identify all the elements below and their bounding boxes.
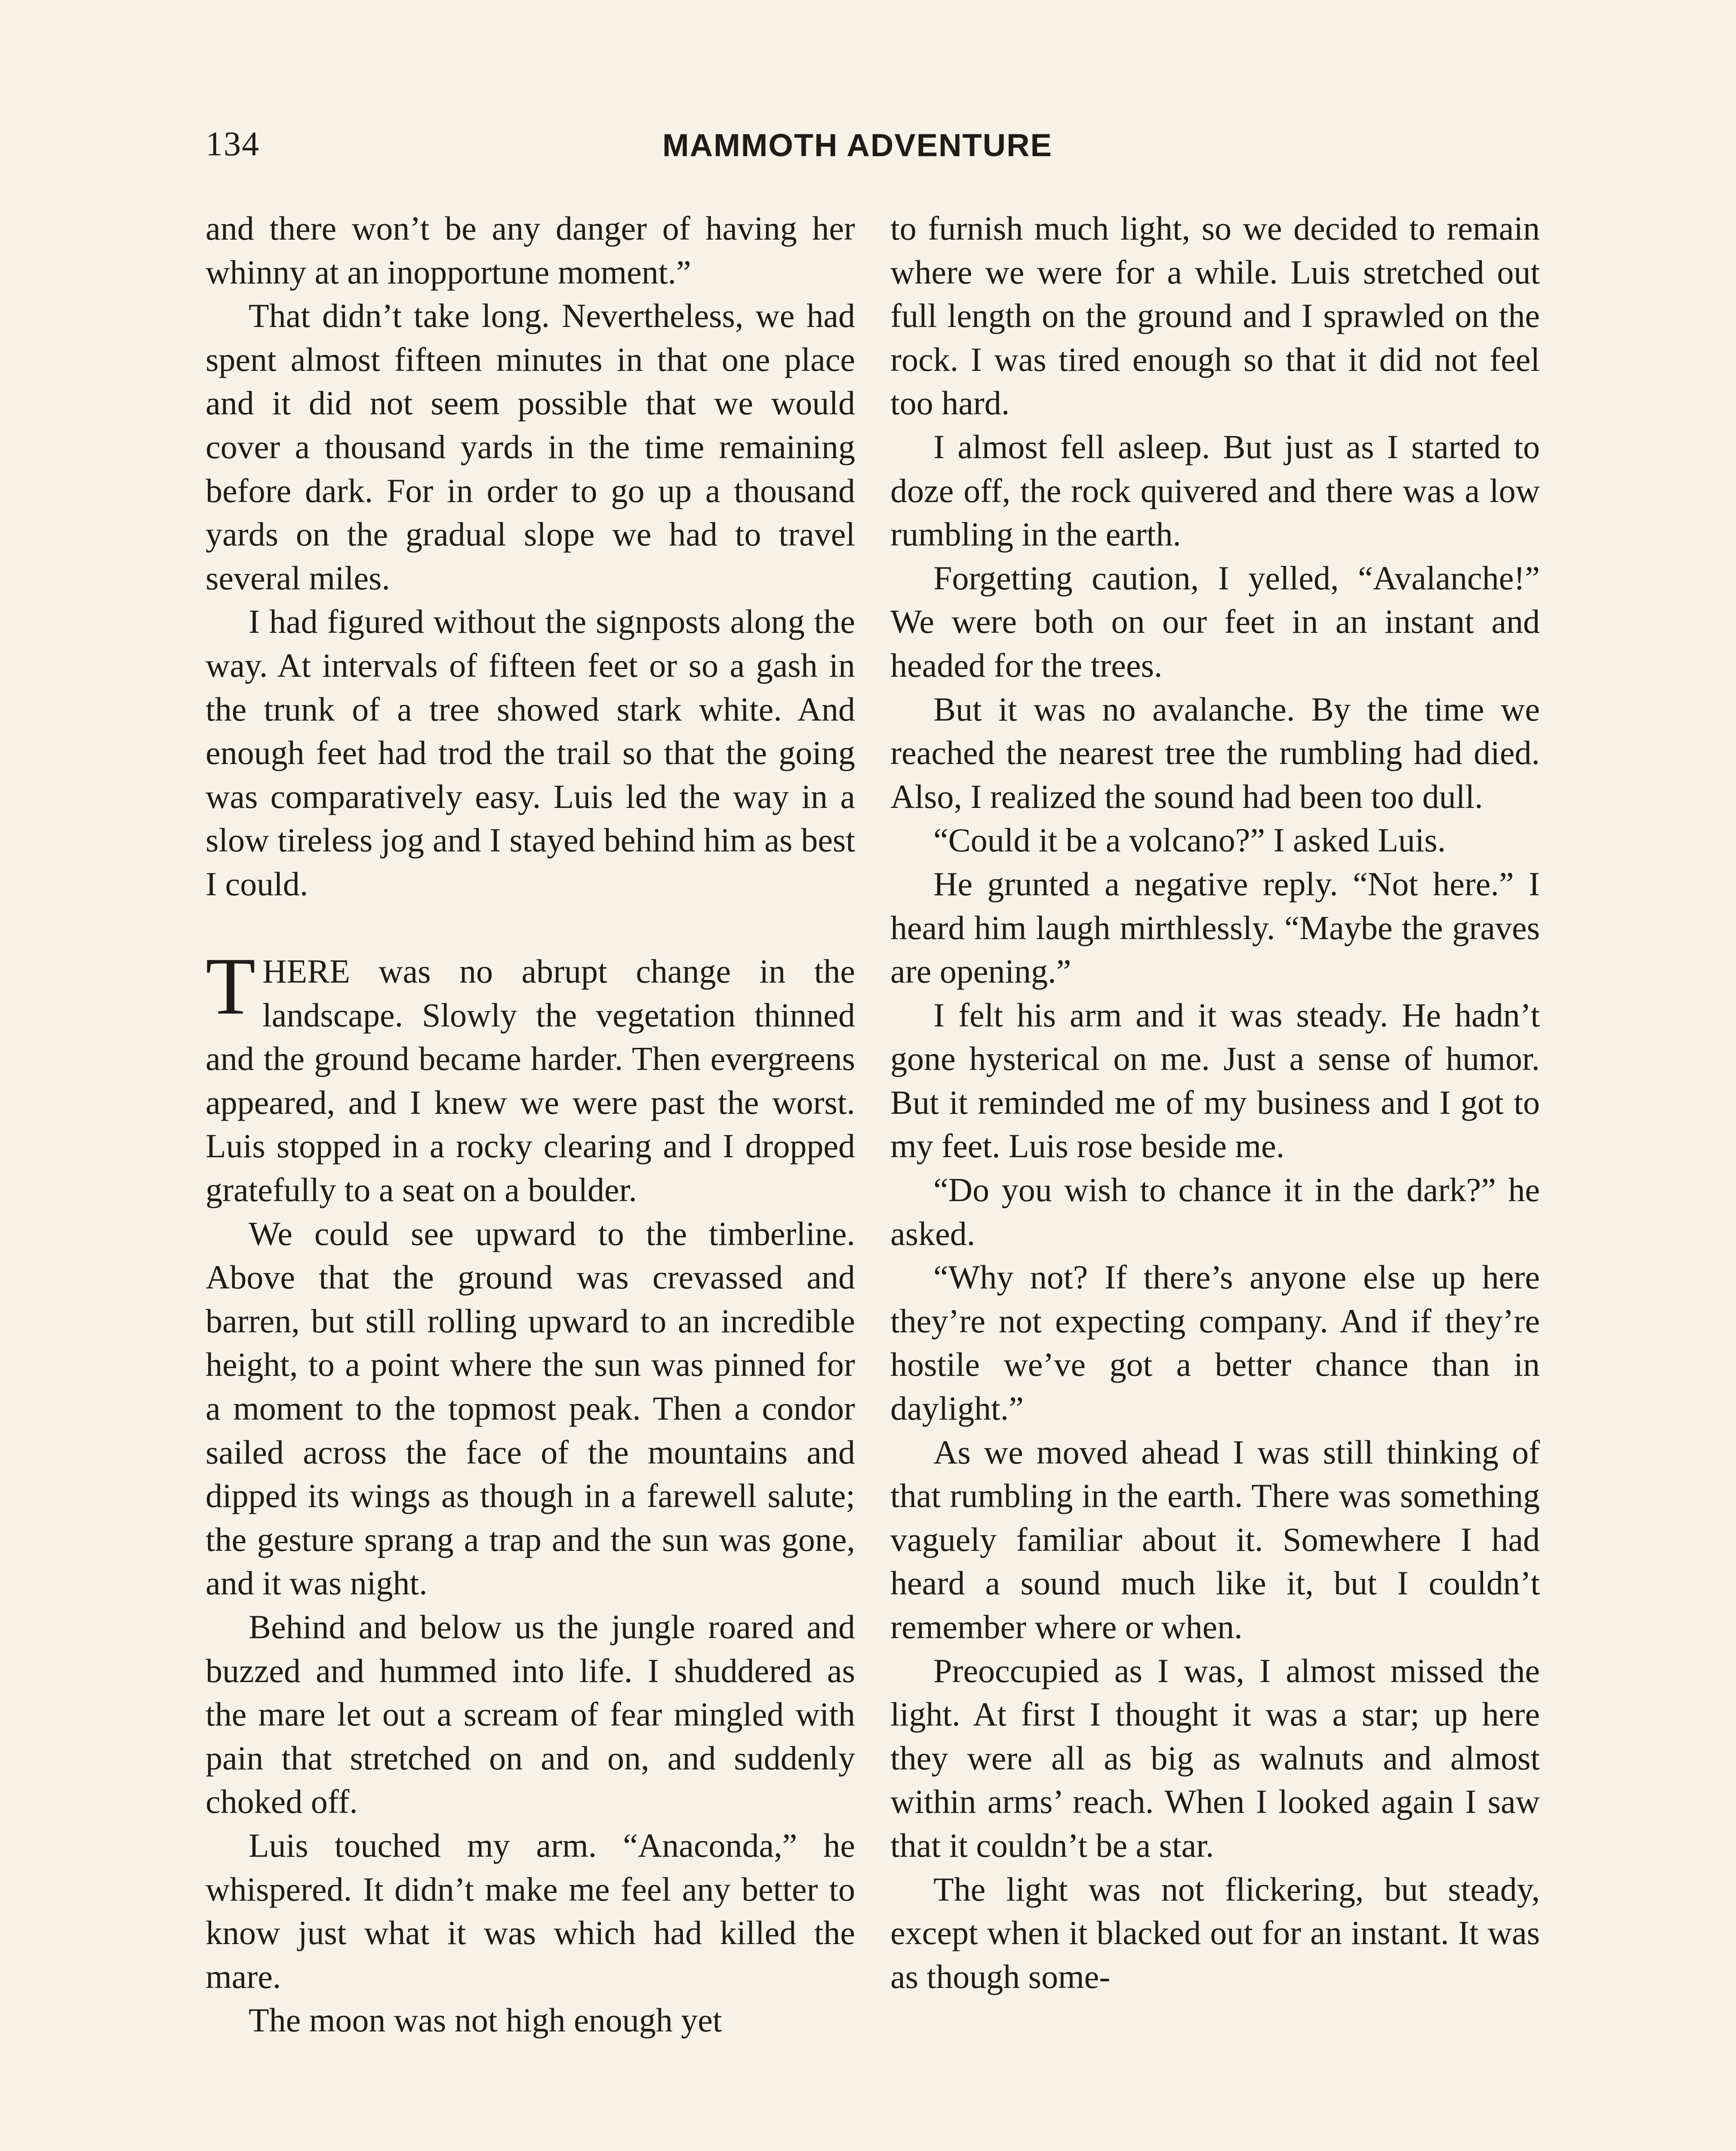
paragraph: That didn’t take long. Nevertheless, we had spent almost fifteen minutes in that one place and it did not seem possible that we would cover a thousand yards in the time remaining before dark. For in order to go up a thousand yards on the gradual slope we had to travel several miles. — [206, 297, 855, 597]
paragraph: Forgetting caution, I yelled, “Avalanche!” We were both on our feet in an instant and headed for the trees. — [890, 559, 1540, 684]
paragraph: “Do you wish to chance it in the dark?” he asked. — [890, 1171, 1540, 1252]
drop-cap: T — [206, 941, 256, 1032]
paragraph: I almost fell asleep. But just as I started to doze off, the rock quivered and there was a low rumbling in the earth. — [890, 428, 1540, 553]
paragraph: to furnish much light, so we decided to remain where we were for a while. Luis stretched out full length on the ground and I sprawled on the rock. I was tired enough so that it did not feel too hard. — [890, 210, 1540, 422]
paragraph: and there won’t be any danger of having her whinny at an inopportune moment.” — [206, 210, 855, 291]
paragraph: But it was no avalanche. By the time we reached the nearest tree the rumbling had died. Also, I realized the sound had been too dull. — [890, 690, 1540, 815]
paragraph: “Could it be a volcano?” I asked Luis. — [933, 821, 1446, 859]
paragraph: I had figured without the signposts along the way. At intervals of fifteen feet or so a gash in the trunk of a tree showed stark white. And enough feet had trod the trail so that the going was comparatively easy. Luis led the way in a slow tireless jog and I stayed behind him as best I could. — [206, 603, 855, 903]
paragraph: “Why not? If there’s anyone else up here they’re not expecting company. And if they’re hostile we’ve got a better chance than in daylight.” — [890, 1258, 1540, 1427]
paragraph: As we moved ahead I was still thinking of that rumbling in the earth. There was something vaguely familiar about it. Somewhere I had heard a sound much like it, but I couldn’t remember where or when. — [890, 1433, 1540, 1646]
paragraph: Preoccupied as I was, I almost missed the light. At first I thought it was a star; up here they were all as big as walnuts and almost within arms’ reach. When I looked again I saw that it couldn’t be a star. — [890, 1652, 1540, 1864]
paragraph: Behind and below us the jungle roared and buzzed and hummed into life. I shuddered as the mare let out a scream of fear mingled with pain that stretched on and on, and suddenly choked off. — [206, 1608, 855, 1821]
section-opening-paragraph — [206, 941, 855, 1212]
paragraph: Luis touched my arm. “Anaconda,” he whispered. It didn’t make me feel any better to know just what it was which had killed the mare. — [206, 1826, 855, 1995]
paragraph: The moon was not high enough yet — [249, 2001, 722, 2039]
left-column — [206, 206, 855, 2042]
paragraph: The light was not flickering, but steady, except when it blacked out for an instant. It was as though some- — [890, 1870, 1540, 1995]
paragraph-text: HERE was no abrupt change in the landscape. Slowly the vegetation thinned and the ground became harder. Then evergreens appeared, and I knew we were past the worst. Luis stopped in a rocky clearing and I dropped gratefully to a seat on a boulder. — [206, 952, 855, 1209]
paragraph: We could see upward to the timberline. Above that the ground was crevassed and barren, but still rolling upward to an incredible height, to a point where the sun was pinned for a moment to the topmost peak. Then a condor sailed across the face of the mountains and dipped its wings as though in a farewell salute; the gesture sprang a trap and the sun was gone, and it was night. — [206, 1214, 855, 1602]
paragraph: I felt his arm and it was steady. He hadn’t gone hysterical on me. Just a sense of humor. But it reminded me of my business and I got to my feet. Luis rose beside me. — [890, 996, 1540, 1165]
page-number: 134 — [206, 125, 260, 163]
running-title: MAMMOTH ADVENTURE — [662, 127, 1053, 163]
right-column — [890, 206, 1540, 1998]
paragraph: He grunted a negative reply. “Not here.” I heard him laugh mirthlessly. “Maybe the graves are opening.” — [890, 865, 1540, 990]
